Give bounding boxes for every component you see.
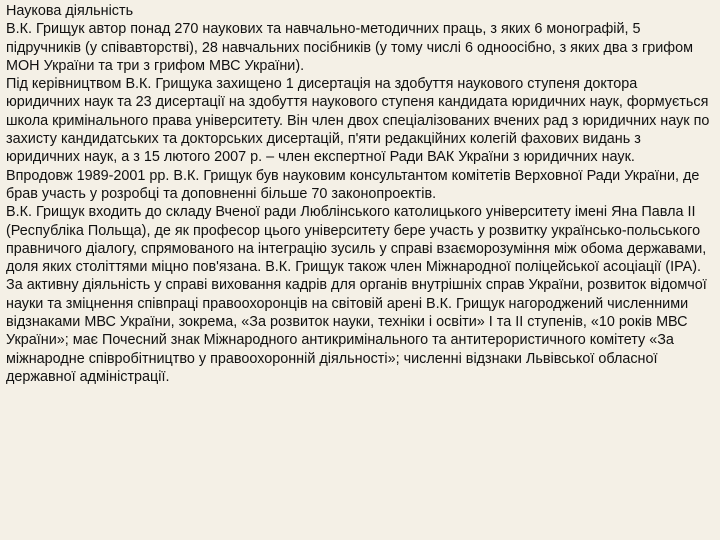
section-heading: Наукова діяльність: [6, 3, 134, 19]
paragraph-consulting: Впродовж 1989-2001 рр. В.К. Грищук був науковим консультантом комітетів Верховної Ради України, де брав участь у розробці та доповненні більше 70 законопроектів.: [6, 167, 700, 202]
paragraph-lublin-university: В.К. Грищук входить до складу Вченої ради Люблінського католицького університету імені Яна Павла II (Республіка Польща), де як професор цього університету бере участь у розвитку українсько-польського правничого діалогу, спрямованого на інтеграцію зусиль у справі взаєморозуміння між обома державами, доля яких століттями міцно пов'язана. В.К. Грищук також член Міжнародної поліцейської асоціації (IPA).: [6, 204, 707, 276]
paragraph-publications: В.К. Грищук автор понад 270 наукових та навчально-методичних праць, з яких 6 монографій, 5 підручників (у співавторстві), 28 навчальних посібників (у тому числі 6 одноосібно, з яких два з грифом МОН України та три з грифом МВС України).: [6, 21, 693, 74]
paragraph-supervision: Під керівництвом В.К. Грищука захищено 1 дисертація на здобуття наукового ступеня доктора юридичних наук та 23 дисертації на здобуття наукового ступеня кандидата юридичних наук, формується школа кримінального права університету. Він член двох спеціалізованих вчених рад з юридичних наук по захисту кандидатських та докторських дисертацій, п'яти редакційних колегій фахових видань з юридичних наук, а з 15 лютого 2007 р. – член експертної Ради ВАК України з юридичних наук.: [6, 76, 710, 166]
paragraph-awards: За активну діяльність у справі виховання кадрів для органів внутрішніх справ України, розвиток відомчої науки та зміцнення співпраці правоохоронців на світовій арені В.К. Грищук нагороджений численними відзнаками МВС України, зокрема, «За розвиток науки, техніки і освіти» І та ІІ ступенів, «10 років МВС України»; має Почесний знак Міжнародного антикримінального та антитерористичного комітету «За міжнародне співробітництво у правоохоронній діяльності»; численні відзнаки Львівської обласної державної адміністрації.: [6, 277, 707, 385]
